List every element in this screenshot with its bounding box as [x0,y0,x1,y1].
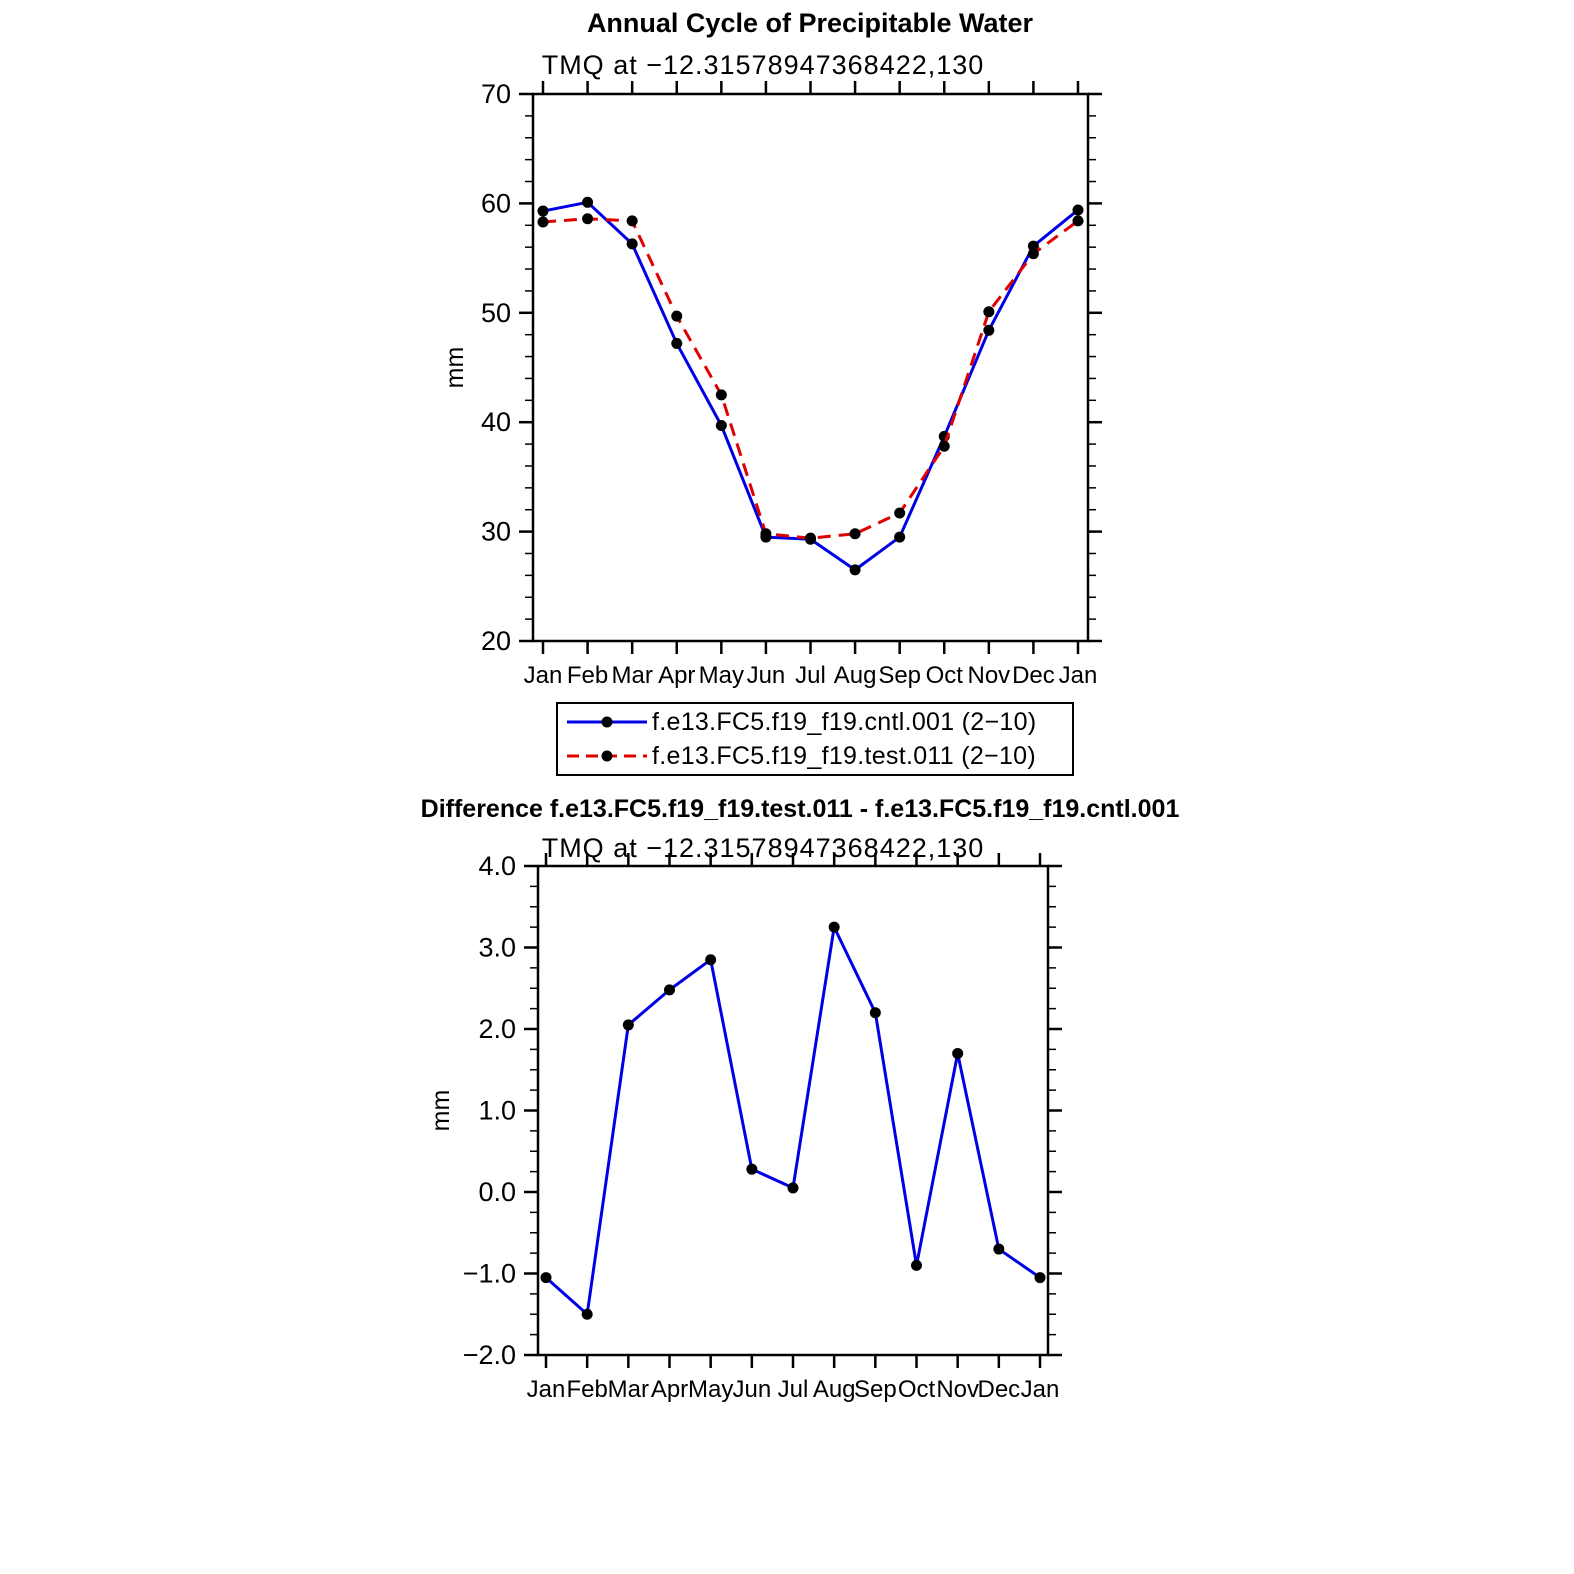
svg-text:Sep: Sep [878,662,922,689]
svg-text:Jan: Jan [526,1376,566,1403]
svg-text:−2.0: −2.0 [462,1340,516,1370]
legend-entry-test [558,739,1072,773]
svg-text:2.0: 2.0 [478,1014,516,1044]
svg-text:Dec: Dec [1012,662,1055,689]
svg-text:Mar: Mar [611,662,653,689]
svg-text:Oct: Oct [925,662,963,689]
svg-text:Aug: Aug [833,662,877,689]
annual-cycle-title: Annual Cycle of Precipitable Water [586,8,1034,38]
svg-text:Mar: Mar [607,1376,650,1403]
svg-text:Jan: Jan [1058,662,1098,689]
svg-text:60: 60 [480,188,511,219]
svg-text:Jan: Jan [523,662,563,689]
cntl-line-sample-icon [564,715,650,729]
svg-text:Feb: Feb [566,662,609,689]
svg-text:Jul: Jul [777,1376,809,1403]
svg-text:Jan: Jan [1020,1376,1060,1403]
svg-text:Nov: Nov [967,662,1011,689]
svg-text:20: 20 [480,626,511,656]
svg-text:Feb: Feb [566,1376,608,1403]
svg-text:May: May [698,662,745,689]
legend-entry-cntl [558,705,1072,739]
svg-text:50: 50 [480,297,511,328]
difference-subtitle: TMQ at −12.31578947368422,130 [541,833,985,863]
svg-text:30: 30 [480,516,511,547]
svg-text:May: May [687,1376,734,1403]
svg-text:Aug: Aug [812,1376,856,1403]
svg-text:3.0: 3.0 [478,932,516,963]
svg-text:Apr: Apr [658,662,696,689]
svg-text:0.0: 0.0 [478,1177,516,1207]
legend-label-cntl: f.e13.FC5.f19_f19.cntl.001 (2−10) [652,707,1037,736]
svg-text:70: 70 [480,79,511,109]
svg-text:mm: mm [441,346,469,389]
svg-text:Jul: Jul [795,662,826,689]
svg-text:−1.0: −1.0 [462,1258,516,1289]
svg-text:Jun: Jun [732,1376,772,1403]
svg-text:Dec: Dec [977,1376,1021,1403]
annual-cycle-subtitle: TMQ at −12.31578947368422,130 [541,50,985,80]
svg-text:Apr: Apr [650,1376,689,1403]
test-line-sample-icon [564,749,650,763]
svg-text:1.0: 1.0 [478,1095,516,1126]
difference-title: Difference f.e13.FC5.f19_f19.test.011 - f.e13.FC5.f19_f19.cntl.001 [420,795,1180,823]
svg-text:Oct: Oct [897,1376,936,1403]
svg-text:Sep: Sep [853,1376,897,1403]
svg-text:mm: mm [427,1089,455,1132]
svg-text:Nov: Nov [936,1376,980,1403]
legend-label-test: f.e13.FC5.f19_f19.test.011 (2−10) [652,741,1036,770]
svg-text:Jun: Jun [746,662,786,689]
svg-text:40: 40 [480,407,511,438]
svg-text:4.0: 4.0 [478,851,516,881]
legend [556,702,1074,776]
